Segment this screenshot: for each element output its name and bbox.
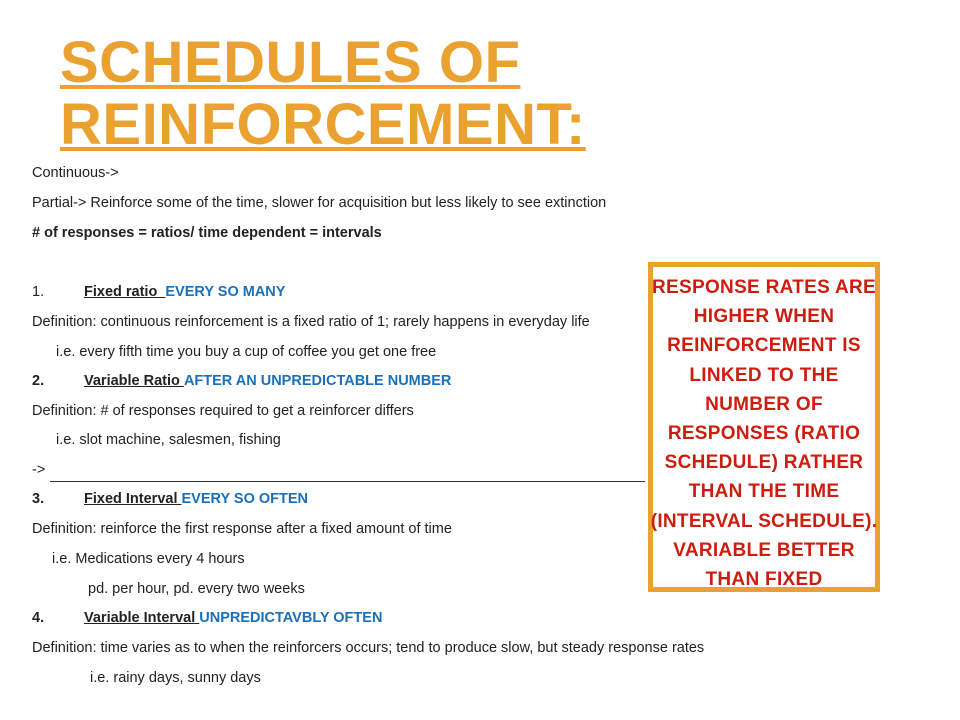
schedule-description: EVERY SO OFTEN <box>181 491 309 507</box>
schedule-heading-1 <box>32 284 285 300</box>
schedule-example-2: i.e. slot machine, salesmen, fishing <box>56 432 281 448</box>
schedule-heading-2 <box>32 373 451 389</box>
schedule-number: 4. <box>32 610 45 626</box>
schedule-heading-3 <box>32 491 308 507</box>
schedule-description: AFTER AN UNPREDICTABLE NUMBER <box>183 373 452 389</box>
schedule-term: Fixed ratio <box>84 284 158 300</box>
continuous-line: Continuous-> <box>32 165 119 181</box>
callout-box <box>648 262 880 592</box>
schedule-definition-3: Definition: reinforce the first response after a fixed amount of time <box>32 521 452 537</box>
slide-title: SCHEDULES OF REINFORCEMENT: <box>60 30 586 157</box>
schedule-term: Variable Ratio <box>84 373 180 389</box>
schedule-description: EVERY SO MANY <box>165 284 286 300</box>
schedule-number: 1. <box>32 284 45 300</box>
callout-text: RESPONSE RATES ARE HIGHER WHEN REINFORCEMENT IS LINKED TO THE NUMBER OF RESPONSES (RATIO SCHEDULE) RATHER THAN THE TIME (INTERVAL SCHEDULE). VARIABLE BETTER THAN FIXED <box>650 277 878 591</box>
partial-line: Partial-> Reinforce some of the time, slower for acquisition but less likely to see extinction <box>32 195 607 211</box>
arrow-line: -> <box>32 462 46 478</box>
schedule-example-3: i.e. Medications every 4 hours <box>52 551 245 567</box>
schedule-number: 3. <box>32 491 45 507</box>
schedule-term: Variable Interval <box>84 610 196 626</box>
schedule-description: UNPREDICTAVBLY OFTEN <box>199 610 383 626</box>
schedule-example-3b: pd. per hour, pd. every two weeks <box>88 581 305 597</box>
schedule-heading-4 <box>32 610 382 626</box>
schedule-number: 2. <box>32 373 45 389</box>
ratio-interval-rule: # of responses = ratios/ time dependent = intervals <box>32 225 382 241</box>
schedule-definition-1: Definition: continuous reinforcement is a fixed ratio of 1; rarely happens in everyday life <box>32 314 590 330</box>
schedule-definition-2: Definition: # of responses required to get a reinforcer differs <box>32 403 414 419</box>
schedule-term: Fixed Interval <box>84 491 178 507</box>
schedule-example-1: i.e. every fifth time you buy a cup of coffee you get one free <box>56 344 437 360</box>
schedule-example-4: i.e. rainy days, sunny days <box>90 670 261 686</box>
divider-line <box>50 481 645 482</box>
schedule-definition-4: Definition: time varies as to when the reinforcers occurs; tend to produce slow, but steady response rates <box>32 640 705 656</box>
